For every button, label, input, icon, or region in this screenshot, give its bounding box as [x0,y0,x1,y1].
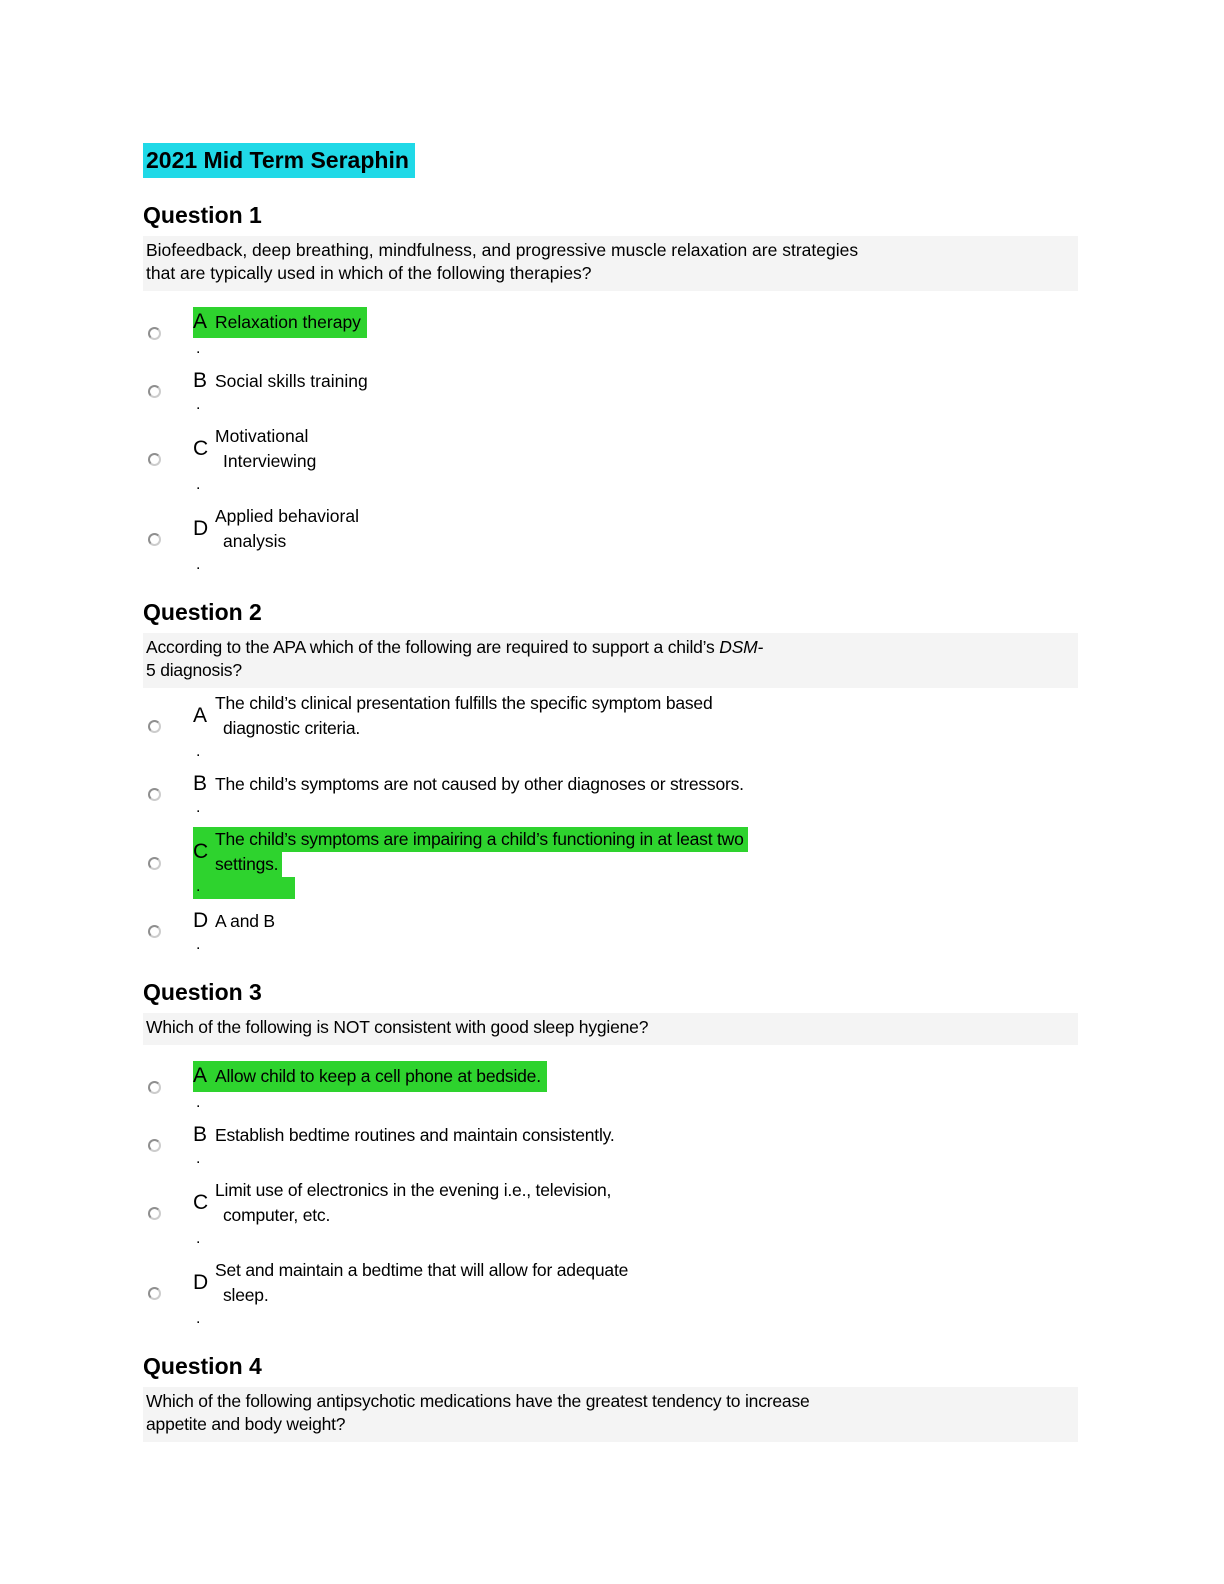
question-1-text-line-2: that are typically used in which of the following therapies? [146,263,592,283]
question-3-heading: Question 3 [143,979,262,1005]
option-text: The child’s symptoms are not caused by other diagnoses or stressors. [215,773,744,794]
q2-option-a-content [193,691,713,741]
radio-button[interactable] [148,857,161,870]
q3-option-b-content [193,1122,615,1148]
q3-option-a[interactable] [143,1061,1078,1113]
question-1-options [143,307,1078,575]
q1-option-c-content [193,424,316,474]
q2-option-b[interactable] [143,771,1078,818]
question-2-text-line-1: According to the APA which of the following are required to support a child’s [146,637,720,657]
option-text: Social skills training [215,370,368,391]
q2-option-c-content [193,827,748,877]
option-letter: D [193,517,209,540]
q1-option-c[interactable] [143,424,1078,495]
question-4 [143,1353,1078,1442]
q1-option-a-content [193,307,367,338]
q3-option-a-content [193,1061,547,1092]
question-1-text-line-1: Biofeedback, deep breathing, mindfulness, and progressive muscle relaxation are strategies [146,240,859,260]
question-4-text-line-1: Which of the following antipsychotic medications have the greatest tendency to increase [146,1391,810,1411]
question-1-text [143,236,1078,291]
option-text: The child’s clinical presentation fulfills the specific symptom based diagnostic criteria. [215,693,713,738]
option-period: . [196,1150,201,1167]
option-letter: B [193,1123,207,1146]
question-4-text [143,1387,1078,1442]
option-text: Set and maintain a bedtime that will allow for adequate sleep. [215,1260,629,1305]
q1-option-d-content [193,504,359,554]
option-period: . [196,396,201,413]
q2-option-c[interactable] [143,827,1078,899]
question-1 [143,202,1078,575]
radio-button[interactable] [148,788,161,801]
question-2-options [143,691,1078,955]
option-letter: C [193,1191,208,1214]
radio-button[interactable] [148,1287,161,1300]
option-letter: C [193,827,215,877]
option-text: A and B [215,910,275,931]
q2-option-b-content [193,771,744,797]
radio-button[interactable] [148,533,161,546]
radio-button[interactable] [148,453,161,466]
question-4-heading: Question 4 [143,1353,262,1379]
option-text: Limit use of electronics in the evening i.e., television, computer, etc. [215,1180,612,1225]
q3-option-b[interactable] [143,1122,1078,1169]
question-4-text-line-2: appetite and body weight? [146,1414,346,1434]
question-2-text [143,633,1078,688]
option-text: Establish bedtime routines and maintain consistently. [215,1124,615,1145]
radio-button[interactable] [148,1207,161,1220]
question-2-heading: Question 2 [143,599,262,625]
q3-option-c-content [193,1178,611,1228]
option-letter: A [193,310,208,333]
option-letter: D [193,909,208,932]
q2-option-d[interactable] [143,908,1078,955]
option-letter: A [193,1064,207,1087]
option-text: Relaxation therapy [215,311,361,332]
option-period: . [196,1310,201,1327]
radio-button[interactable] [148,720,161,733]
q1-option-d[interactable] [143,504,1078,575]
question-2 [143,599,1078,955]
radio-button[interactable] [148,925,161,938]
q1-option-b-content [193,368,368,394]
q3-option-d[interactable] [143,1258,1078,1329]
question-3 [143,979,1078,1329]
radio-button[interactable] [148,1139,161,1152]
question-2-text-italic: DSM- [719,637,764,657]
option-period: . [196,1230,201,1247]
question-3-options [143,1061,1078,1329]
option-period: . [196,936,201,953]
question-1-heading: Question 1 [143,202,262,228]
q3-option-c[interactable] [143,1178,1078,1249]
option-letter: A [193,704,207,727]
option-period: . [196,743,201,760]
option-period: . [196,556,201,573]
option-letter: B [193,772,207,795]
option-text: Applied behavioral analysis [215,506,359,551]
option-letter: B [193,369,208,392]
q1-option-b[interactable] [143,368,1078,415]
option-period: . [196,1094,201,1111]
option-letter: D [193,1271,208,1294]
question-3-text-line-1: Which of the following is NOT consistent with good sleep hygiene? [146,1017,649,1037]
q3-option-d-content [193,1258,628,1308]
option-period: . [196,476,201,493]
document-title: 2021 Mid Term Seraphin [143,143,415,178]
option-text: Allow child to keep a cell phone at bedside. [215,1065,541,1086]
radio-button[interactable] [148,1081,161,1094]
radio-button[interactable] [148,385,161,398]
option-text: Motivational Interviewing [215,426,317,471]
question-2-text-line-2: 5 diagnosis? [146,660,242,680]
option-period: . [193,877,295,899]
q2-option-d-content [193,908,275,934]
question-3-text [143,1013,1078,1045]
option-letter: C [193,437,209,460]
option-period: . [196,799,201,816]
q1-option-a[interactable] [143,307,1078,359]
option-text: The child’s symptoms are impairing a child’s functioning in at least two settings. [215,827,748,877]
q2-option-a[interactable] [143,691,1078,762]
option-period: . [196,340,201,357]
radio-button[interactable] [148,327,161,340]
